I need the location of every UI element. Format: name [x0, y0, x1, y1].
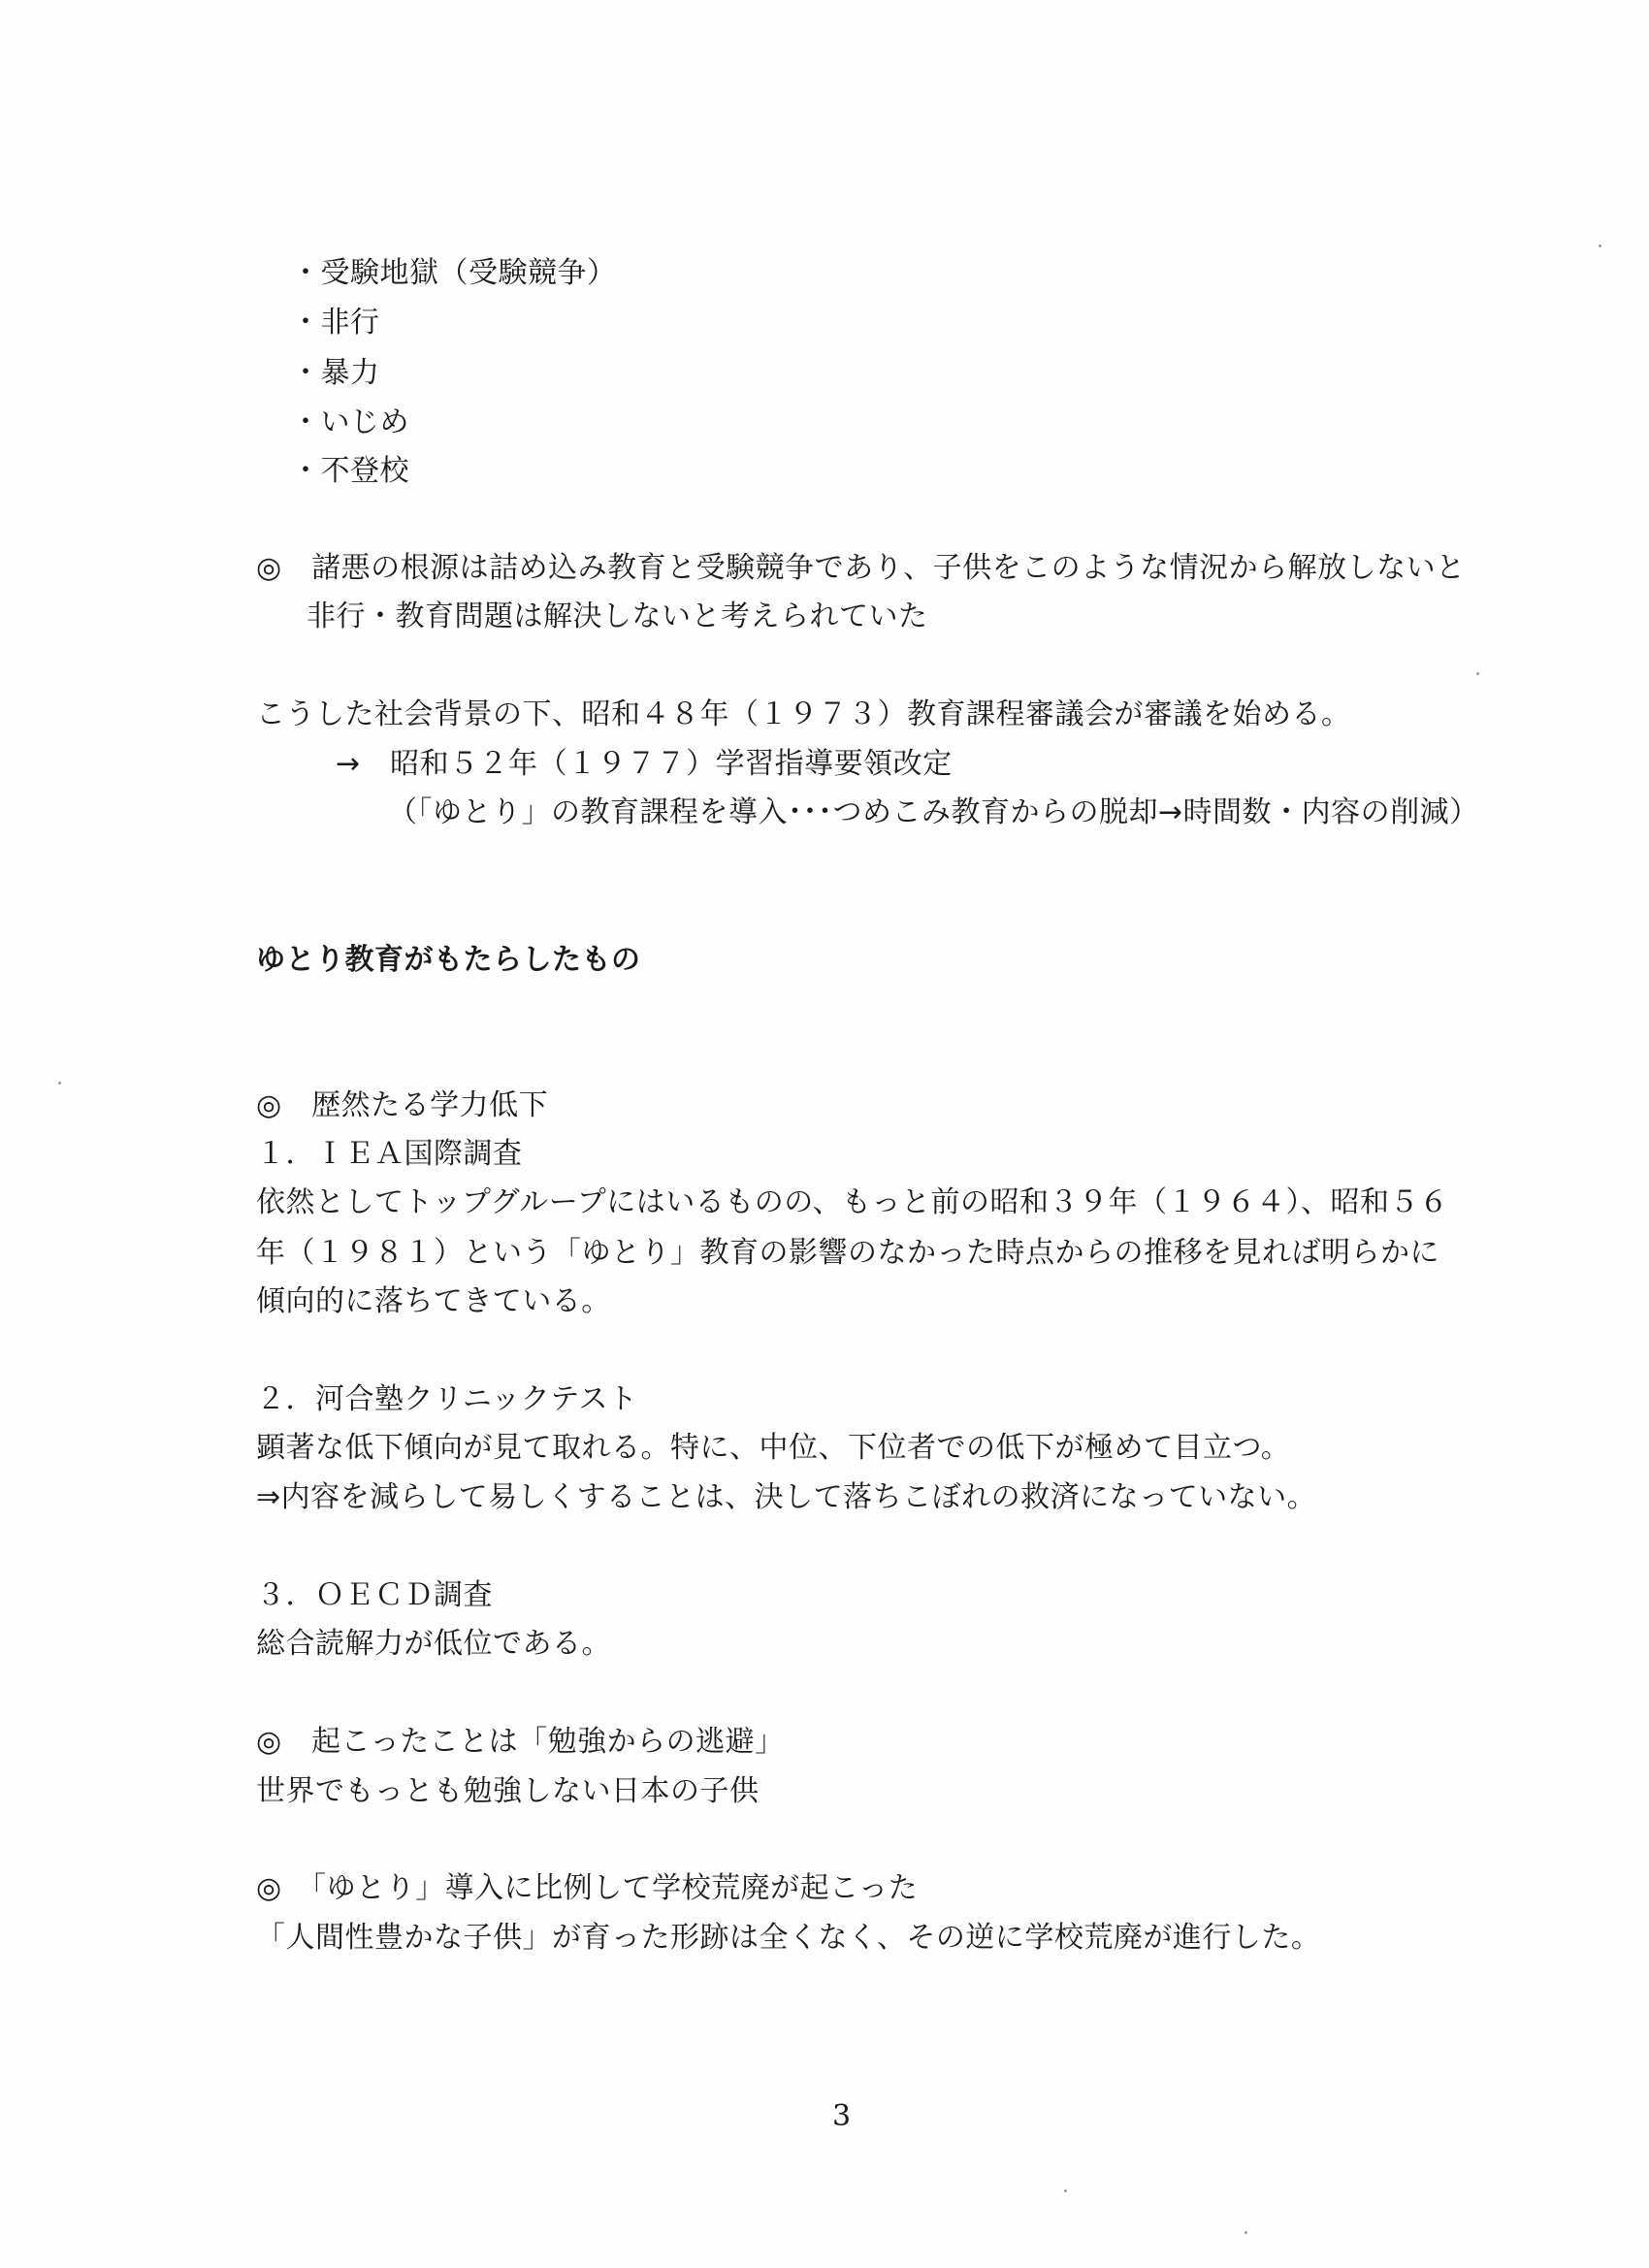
- bullet-item: ・非行: [291, 306, 380, 340]
- scan-speck: [58, 1082, 61, 1085]
- bullet-item: ・暴力: [291, 356, 380, 390]
- page-number: 3: [832, 2099, 852, 2133]
- paragraph-line: 総合読解力が低位である。: [256, 1627, 611, 1661]
- subsection-title: ◎ 歴然たる学力低下: [256, 1088, 549, 1122]
- paragraph-line: 「人間性豊かな子供」が育った形跡は全くなく、その逆に学校荒廃が進行した。: [256, 1921, 1321, 1955]
- bullet-item: ・いじめ: [291, 405, 409, 439]
- item-title: １．ＩＥＡ国際調査: [256, 1137, 523, 1171]
- paragraph-line: 世界でもっとも勉強しない日本の子供: [256, 1774, 760, 1808]
- note-line: ◎ 諸悪の根源は詰め込み教育と受験競争であり、子供をこのような情況から解放しないと: [256, 551, 1466, 585]
- paragraph-line: → 昭和５２年（１９７７）学習指導要領改定: [336, 747, 953, 781]
- paragraph-line: 顕著な低下傾向が見て取れる。特に、中位、下位者での低下が極めて目立つ。: [256, 1431, 1291, 1465]
- bullet-item: ・不登校: [291, 454, 409, 488]
- scan-speck: [1476, 672, 1479, 675]
- section-heading: ゆとり教育がもたらしたもの: [256, 943, 641, 977]
- item-title: ３．ＯＥＣＤ調査: [256, 1578, 493, 1612]
- paragraph-line: 依然としてトップグループにはいるものの、もっと前の昭和３９年（１９６４）、昭和５６: [256, 1185, 1449, 1219]
- subsection-title: ◎ 起こったことは「勉強からの逃避」: [256, 1725, 785, 1759]
- paragraph-line: 傾向的に落ちてきている。: [256, 1284, 611, 1318]
- paragraph-line: （「ゆとり」の教育課程を導入･･･つめこみ教育からの脱却→時間数・内容の削減）: [388, 795, 1479, 829]
- note-line: 非行・教育問題は解決しないと考えられていた: [307, 599, 928, 633]
- paragraph-line: こうした社会背景の下、昭和４８年（１９７３）教育課程審議会が審議を始める。: [256, 697, 1351, 731]
- scan-speck: [1599, 244, 1601, 247]
- bullet-item: ・受験地獄（受験競争）: [291, 256, 617, 290]
- scan-speck: [1064, 2189, 1067, 2192]
- scan-speck: [1245, 2231, 1247, 2234]
- paragraph-line: 年（１９８１）という「ゆとり」教育の影響のなかった時点からの推移を見れば明らかに: [256, 1236, 1439, 1270]
- item-title: ２．河合塾クリニックテスト: [256, 1382, 638, 1416]
- paragraph-line: ⇒内容を減らして易しくすることは、決して落ちこぼれの救済になっていない。: [256, 1480, 1317, 1514]
- subsection-title: ◎ 「ゆとり」導入に比例して学校荒廃が起こった: [256, 1871, 919, 1905]
